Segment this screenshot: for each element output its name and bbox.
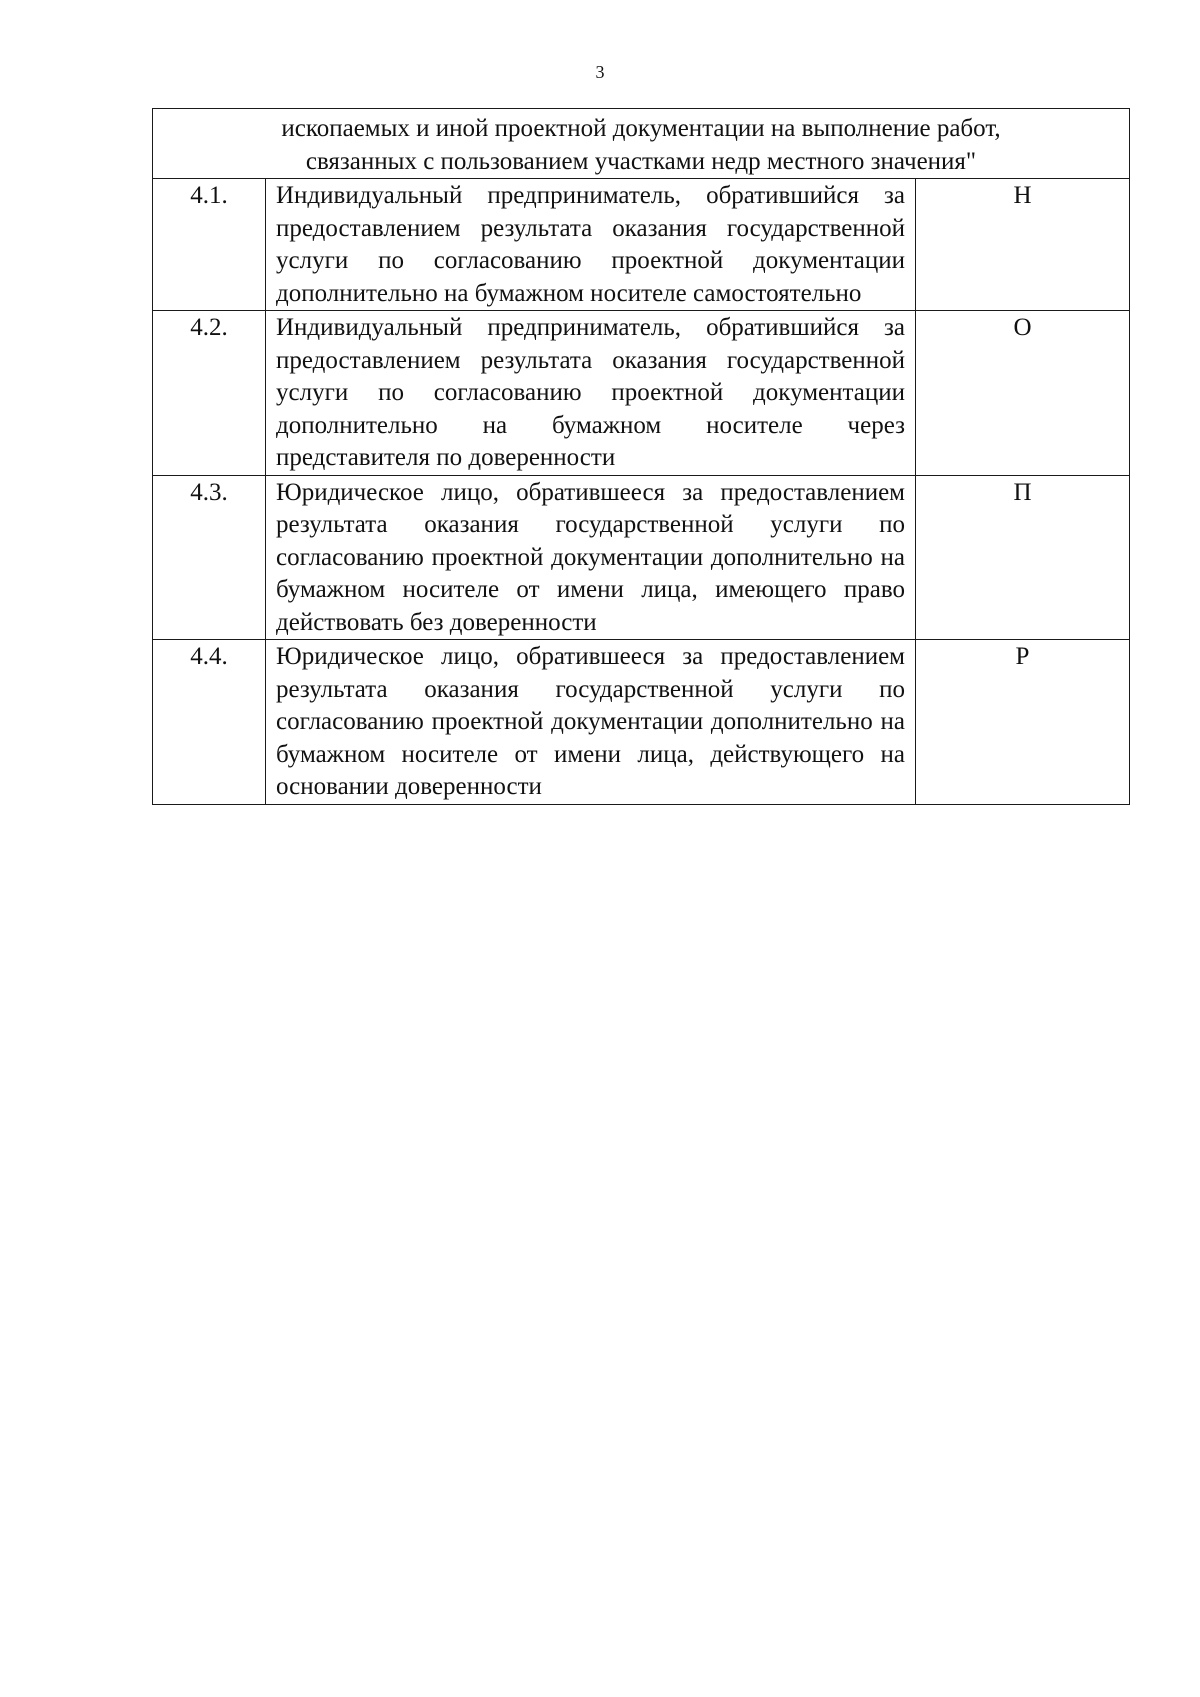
row-code: П <box>916 475 1130 640</box>
row-code: Р <box>916 640 1130 805</box>
row-description: Юридическое лицо, обратившееся за предоставлением результата оказания государственной услуги по согласованию проектной документации дополнительно на бумажном носителе от имени лица, имеющего право действовать без доверенности <box>266 475 916 640</box>
table-header-row <box>153 109 1130 179</box>
row-code: О <box>916 311 1130 476</box>
row-description: Индивидуальный предприниматель, обратившийся за предоставлением результата оказания государственной услуги по согласованию проектной документации дополнительно на бумажном носителе через представителя по доверенности <box>266 311 916 476</box>
row-number: 4.3. <box>153 475 266 640</box>
page-number: 3 <box>595 62 605 82</box>
table-row <box>153 475 1130 640</box>
row-description: Юридическое лицо, обратившееся за предоставлением результата оказания государственной услуги по согласованию проектной документации дополнительно на бумажном носителе от имени лица, действующего на основании доверенности <box>266 640 916 805</box>
row-number: 4.4. <box>153 640 266 805</box>
table-row <box>153 179 1130 311</box>
row-description: Индивидуальный предприниматель, обратившийся за предоставлением результата оказания государственной услуги по согласованию проектной документации дополнительно на бумажном носителе самостоятельно <box>266 179 916 311</box>
header-line-1: ископаемых и иной проектной документации на выполнение работ, <box>281 115 1001 142</box>
row-code: Н <box>916 179 1130 311</box>
header-line-2: связанных с пользованием участками недр местного значения" <box>305 147 977 175</box>
table-row <box>153 640 1130 805</box>
row-number: 4.1. <box>153 179 266 311</box>
row-number: 4.2. <box>153 311 266 476</box>
table-header-cell <box>153 109 1130 179</box>
table-row <box>153 311 1130 476</box>
applicant-table <box>152 108 1130 805</box>
